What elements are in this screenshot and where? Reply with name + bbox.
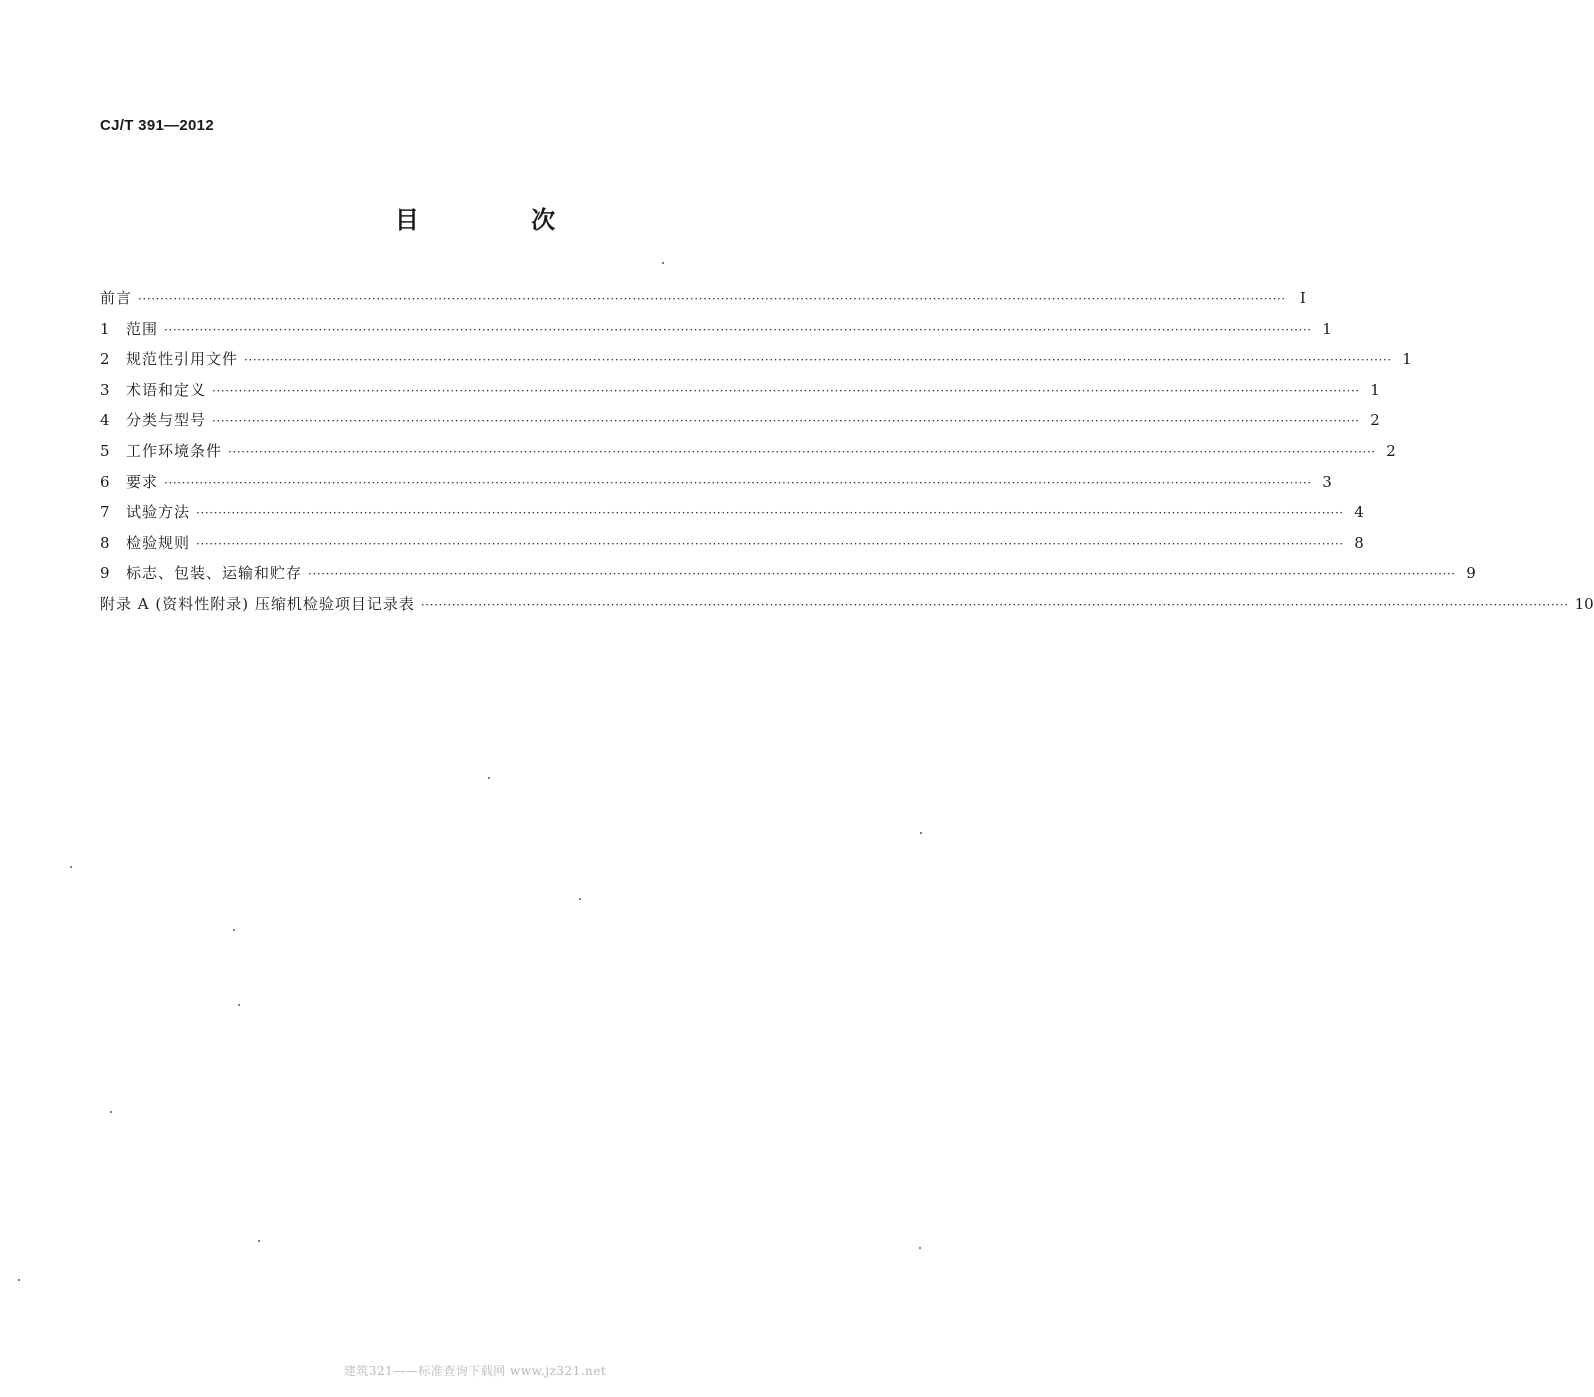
toc-entry-page: 1	[1402, 350, 1412, 369]
toc-entry-label: 附录 A (资料性附录) 压缩机检验项目记录表	[100, 594, 415, 613]
toc-entry	[100, 344, 1412, 375]
toc-entry-page: 3	[1322, 472, 1332, 491]
footer-watermark: 建筑321——标准查询下载网 www.jz321.net	[343, 1364, 607, 1378]
toc-entry-label: 分类与型号	[126, 411, 207, 430]
toc-leader-dots: ····································································································································································································································································	[164, 322, 1312, 337]
toc-entry-number: 2	[100, 350, 110, 369]
toc-entry	[100, 405, 1380, 436]
table-of-contents	[100, 283, 1594, 620]
toc-entry	[100, 558, 1476, 589]
toc-entry-number: 5	[100, 441, 110, 460]
toc-entry	[100, 283, 1306, 314]
toc-entry-label: 试验方法	[126, 503, 191, 522]
toc-leader-dots: ····································································································································································································································································	[228, 444, 1376, 459]
toc-entry-page: 2	[1370, 411, 1380, 430]
toc-entry-number: 8	[100, 533, 110, 552]
toc-entry-page: 1	[1322, 319, 1332, 338]
toc-entry-label: 术语和定义	[126, 380, 207, 399]
toc-leader-dots: ····································································································································································································································································	[196, 536, 1344, 551]
toc-entry	[100, 467, 1332, 498]
toc-entry	[100, 528, 1364, 559]
toc-leader-dots: ····································································································································································································································································	[212, 414, 1360, 429]
toc-entry-number: 9	[100, 564, 110, 583]
toc-entry	[100, 314, 1332, 345]
toc-entry-label: 要求	[126, 472, 159, 491]
toc-leader-dots: ····································································································································································································································································	[138, 292, 1286, 306]
toc-entry	[100, 436, 1396, 467]
toc-entry-page: 2	[1386, 441, 1396, 460]
toc-entry-page: Ⅰ	[1299, 289, 1306, 307]
toc-entry-label: 范围	[126, 319, 159, 338]
toc-title: 目 次	[394, 205, 608, 234]
toc-entry-number: 7	[100, 503, 110, 522]
toc-entry-label: 工作环境条件	[126, 441, 223, 460]
toc-entry-page: 9	[1466, 564, 1476, 583]
toc-entry-page: 8	[1354, 533, 1364, 552]
toc-entry-number: 4	[100, 411, 110, 430]
toc-leader-dots: ····································································································································································································································································	[420, 597, 1569, 612]
document-code: CJ/T 391—2012	[100, 117, 214, 134]
toc-leader-dots: ····································································································································································································································································	[164, 475, 1312, 490]
toc-leader-dots: ····································································································································································································································································	[308, 567, 1456, 582]
toc-entry	[100, 497, 1364, 528]
toc-entry-page: 10	[1574, 594, 1594, 613]
toc-leader-dots: ····································································································································································································································································	[196, 506, 1344, 521]
toc-leader-dots: ····································································································································································································································································	[244, 353, 1392, 368]
toc-leader-dots: ····································································································································································································································································	[212, 383, 1360, 398]
toc-entry	[100, 375, 1380, 406]
toc-entry-label: 前言	[100, 289, 133, 307]
toc-entry-number: 1	[100, 319, 110, 338]
toc-entry-number: 3	[100, 380, 110, 399]
toc-entry-label: 标志、包装、运输和贮存	[126, 564, 303, 583]
toc-entry-label: 检验规则	[126, 533, 191, 552]
toc-entry-page: 4	[1354, 503, 1364, 522]
toc-entry-number: 6	[100, 472, 110, 491]
toc-entry	[100, 589, 1594, 620]
toc-entry-page: 1	[1370, 380, 1380, 399]
toc-entry-label: 规范性引用文件	[126, 350, 239, 369]
